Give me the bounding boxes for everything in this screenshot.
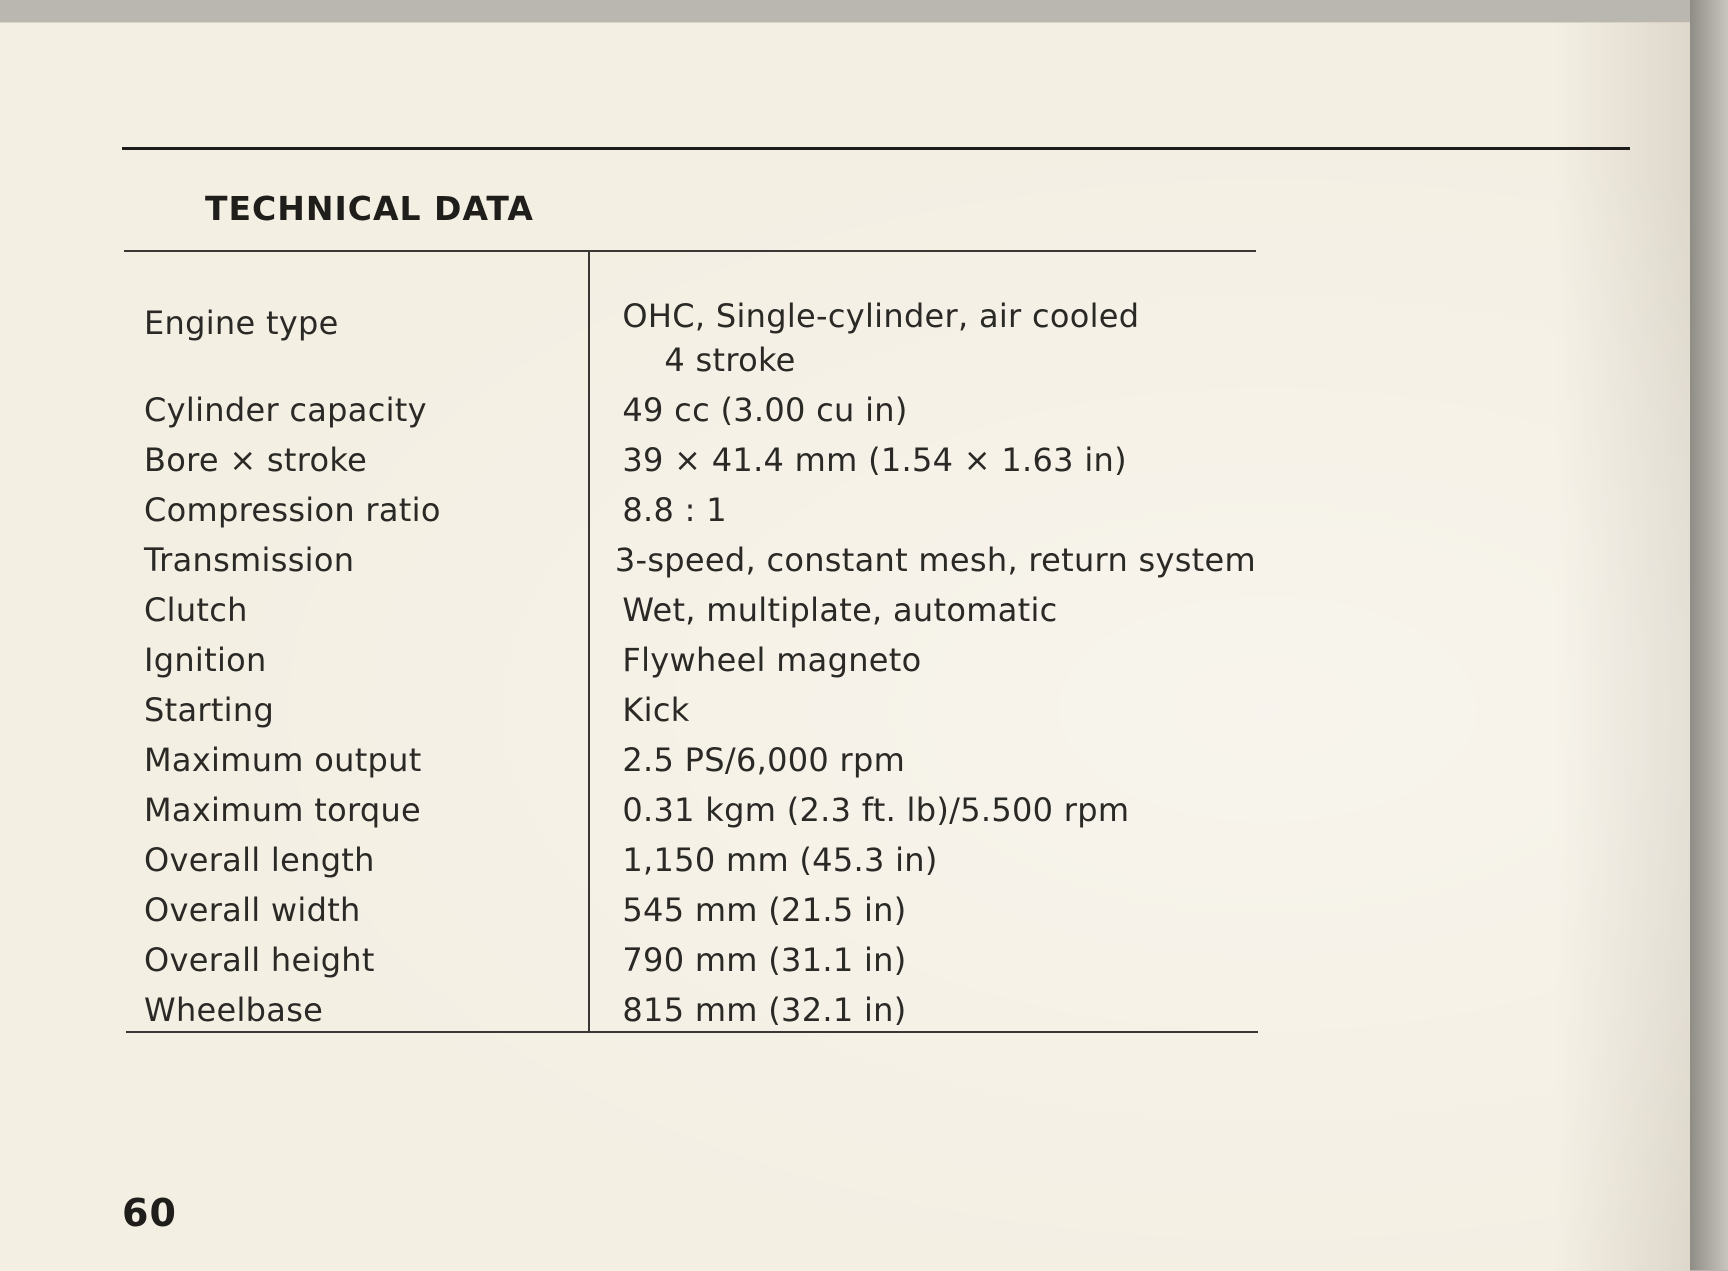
spec-label: Overall width [144,891,361,929]
spec-label: Maximum output [144,741,422,779]
spec-label: Wheelbase [144,991,324,1029]
spec-label: Compression ratio [144,491,441,529]
spec-label: Maximum torque [144,791,422,829]
spec-value: Wet, multiplate, automatic [622,591,1058,629]
spec-value [592,293,1256,385]
spec-value: 545 mm (21.5 in) [622,891,907,929]
spec-row-engine-type [124,293,1256,385]
manual-page [0,22,1690,1271]
spec-value-line1: OHC, Single-cylinder, air cooled [622,297,1140,335]
spec-label: Starting [144,691,275,729]
spec-label: Overall length [144,841,375,879]
spec-row-overall-height [124,935,1256,985]
spec-value: 790 mm (31.1 in) [622,941,907,979]
spec-value: 815 mm (32.1 in) [622,991,907,1029]
spec-label: Engine type [144,304,339,342]
spec-row-bore-stroke [124,435,1256,485]
spec-value: 2.5 PS/6,000 rpm [622,741,906,779]
spec-value: Flywheel magneto [622,641,922,679]
technical-data-table [124,293,1256,1035]
section-title: TECHNICAL DATA [205,189,534,228]
spec-value: 0.31 kgm (2.3 ft. lb)/5.500 rpm [622,791,1130,829]
spec-label: Bore × stroke [144,441,368,479]
table-top-rule [124,250,1256,252]
header-rule [122,147,1630,150]
spec-row-overall-width [124,885,1256,935]
spec-value: 1,150 mm (45.3 in) [622,841,938,879]
spec-row-cylinder-capacity [124,385,1256,435]
spec-value: 3-speed, constant mesh, return system [614,541,1256,579]
spec-value: 39 × 41.4 mm (1.54 × 1.63 in) [622,441,1127,479]
spec-row-transmission [124,535,1256,585]
spec-row-compression-ratio [124,485,1256,535]
spec-label: Clutch [144,591,248,629]
spec-value: 49 cc (3.00 cu in) [622,391,908,429]
spec-row-ignition [124,635,1256,685]
spec-row-starting [124,685,1256,735]
page-edge-shadow [1690,0,1728,1270]
spec-value: Kick [622,691,690,729]
spec-label: Ignition [144,641,267,679]
table-bottom-rule [126,1031,1258,1033]
spec-label: Cylinder capacity [144,391,427,429]
spec-value-line2: 4 stroke [664,341,796,379]
spec-value: 8.8 : 1 [622,491,727,529]
spec-label: Transmission [144,541,355,579]
spec-row-maximum-output [124,735,1256,785]
spec-row-maximum-torque [124,785,1256,835]
spec-row-clutch [124,585,1256,635]
spec-row-wheelbase [124,985,1256,1035]
spec-label: Overall height [144,941,375,979]
spec-row-overall-length [124,835,1256,885]
page-number: 60 [122,1191,177,1235]
